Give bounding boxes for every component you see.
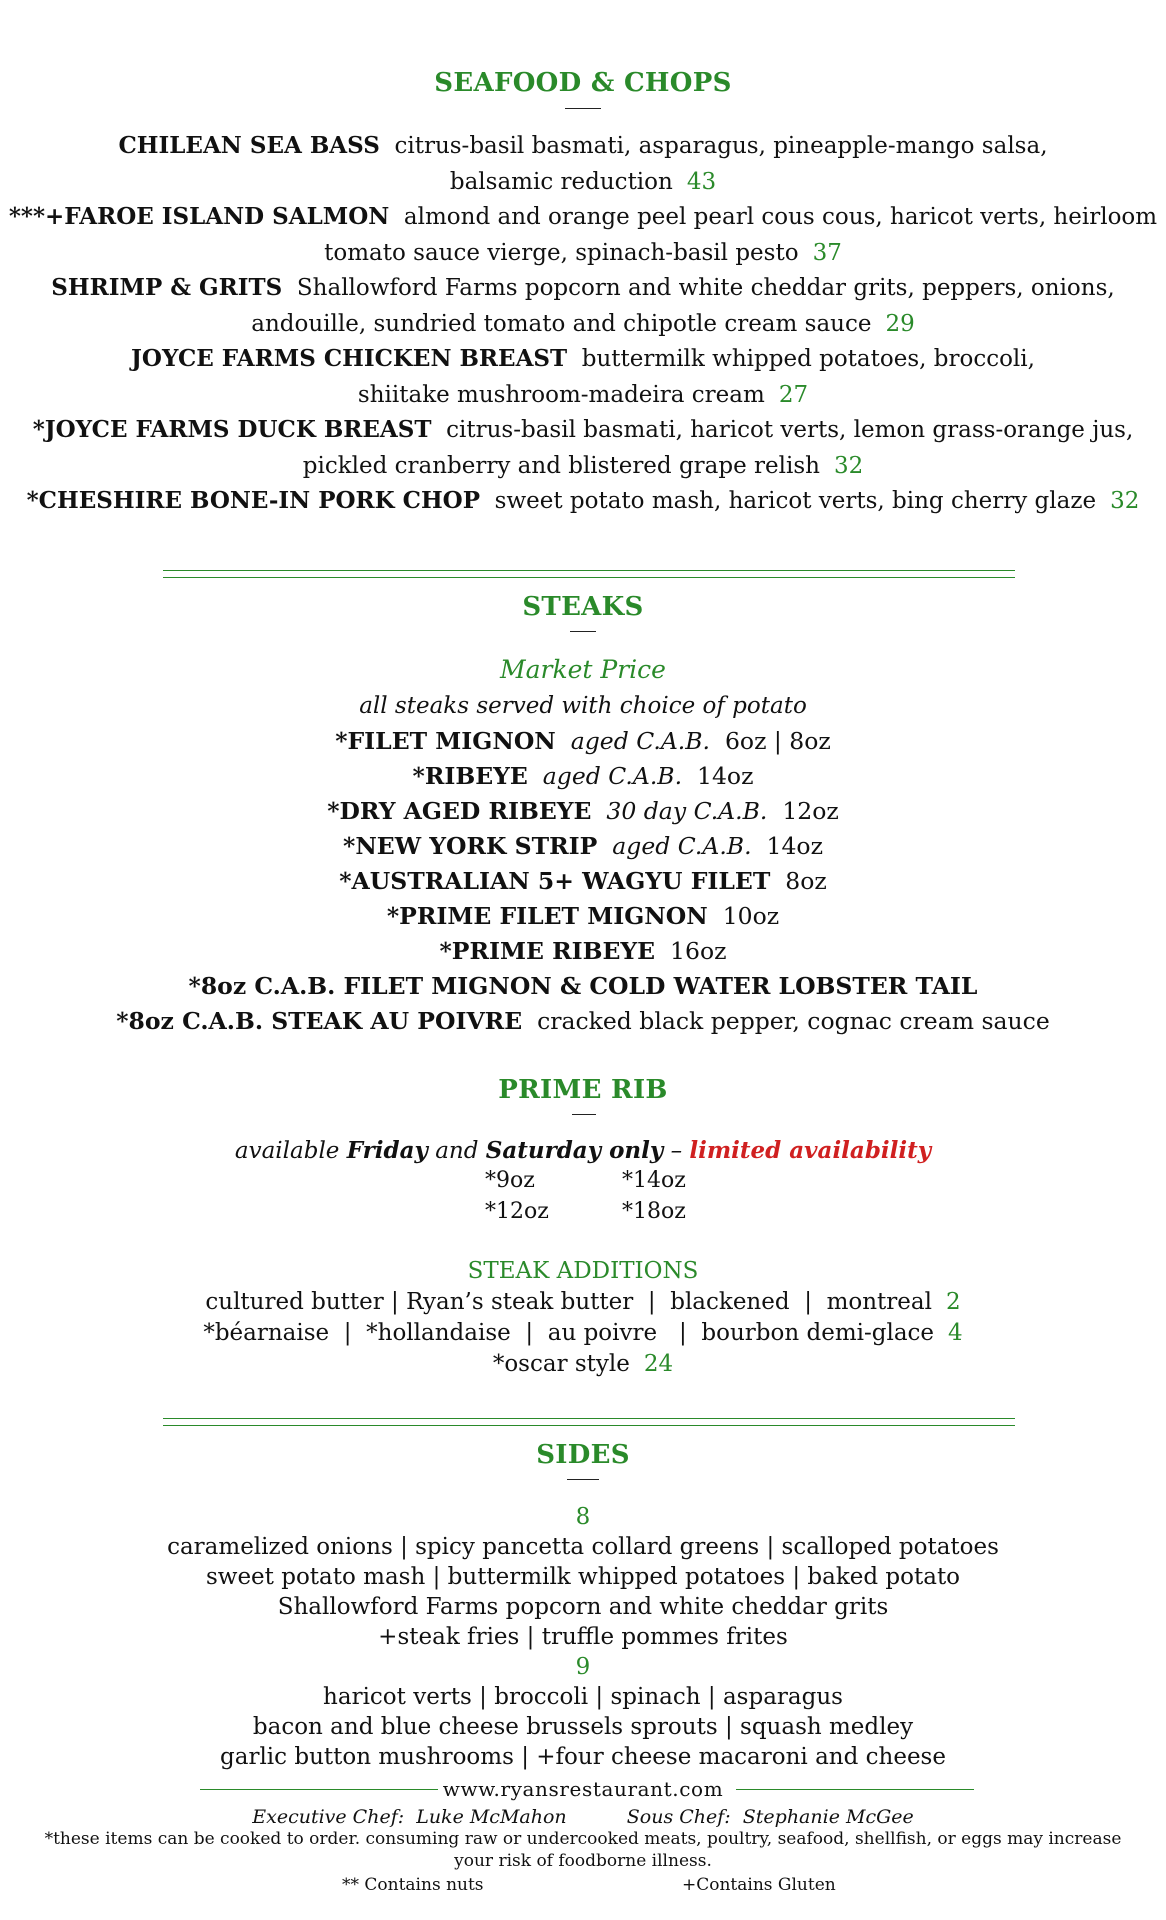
additions-row xyxy=(0,1287,1166,1317)
item-name: *CHESHIRE BONE-IN PORK CHOP xyxy=(26,487,481,514)
additions-items: cultured butter | Ryan’s steak butter | blackened | montreal xyxy=(205,1289,932,1315)
prime-rib-size: *12oz xyxy=(485,1199,549,1224)
item-desc: citrus-basil basmati, haricot verts, lemon grass-orange jus, xyxy=(446,417,1134,443)
gluten-note: +Contains Gluten xyxy=(682,1875,836,1895)
steak-item xyxy=(0,936,1166,966)
prime-rib-availability xyxy=(0,1136,1166,1166)
heading-underline xyxy=(572,1114,596,1115)
seafood-item-salmon-cont xyxy=(0,238,1166,268)
item-desc: aged C.A.B. xyxy=(570,727,711,755)
item-name: *NEW YORK STRIP xyxy=(343,832,598,860)
steaks-heading: STEAKS xyxy=(522,592,644,622)
section-divider xyxy=(163,1418,1015,1426)
item-name: *FILET MIGNON xyxy=(335,727,556,755)
item-size: 16oz xyxy=(670,937,727,965)
item-desc: balsamic reduction xyxy=(449,169,673,195)
avail-text: and xyxy=(435,1138,479,1164)
website-link[interactable]: www.ryansrestaurant.com xyxy=(442,1777,724,1801)
item-name: *RIBEYE xyxy=(412,762,528,790)
seafood-item-duck xyxy=(0,415,1166,445)
heading-underline xyxy=(567,1479,599,1480)
seafood-item-chicken-cont xyxy=(0,380,1166,410)
sous-chef: Sous Chef: Stephanie McGee xyxy=(626,1806,914,1828)
item-desc: andouille, sundried tomato and chipotle cream sauce xyxy=(251,311,872,337)
item-name: *8oz C.A.B. STEAK AU POIVRE xyxy=(116,1007,523,1035)
seafood-item-pork-chop xyxy=(0,486,1166,516)
item-desc: sweet potato mash, haricot verts, bing cherry glaze xyxy=(494,488,1097,514)
market-price: Market Price xyxy=(500,655,666,684)
item-price: 37 xyxy=(812,240,842,266)
item-name: CHILEAN SEA BASS xyxy=(118,132,380,159)
avail-day: Friday xyxy=(346,1137,428,1164)
additions-row xyxy=(0,1349,1166,1379)
item-desc: aged C.A.B. xyxy=(542,762,683,790)
item-desc: 30 day C.A.B. xyxy=(606,797,768,825)
sides-price: 8 xyxy=(575,1504,591,1530)
item-desc: shiitake mushroom-madeira cream xyxy=(357,382,765,408)
disclaimer: *these items can be cooked to order. consuming raw or undercooked meats, poultry, seafood, shellfish, or eggs may increase xyxy=(44,1829,1122,1849)
item-desc: Shallowford Farms popcorn and white cheddar grits, peppers, onions, xyxy=(296,275,1115,301)
item-name: *PRIME FILET MIGNON xyxy=(386,902,708,930)
steaks-note: all steaks served with choice of potato xyxy=(359,693,807,719)
steak-item xyxy=(0,971,1166,1001)
prime-rib-heading: PRIME RIB xyxy=(498,1075,668,1105)
additions-price: 2 xyxy=(945,1289,961,1315)
item-name: *DRY AGED RIBEYE xyxy=(327,797,592,825)
steak-item xyxy=(0,796,1166,826)
item-price: 32 xyxy=(833,453,864,479)
additions-heading: STEAK ADDITIONS xyxy=(467,1258,699,1284)
item-desc: tomato sauce vierge, spinach-basil pesto xyxy=(324,240,799,266)
sides-line: bacon and blue cheese brussels sprouts | squash medley xyxy=(252,1714,914,1740)
prime-rib-size: *14oz xyxy=(622,1168,686,1193)
sides-line: garlic button mushrooms | +four cheese macaroni and cheese xyxy=(220,1744,946,1770)
steak-item xyxy=(0,866,1166,896)
seafood-item-duck-cont xyxy=(0,451,1166,481)
seafood-item-sea-bass xyxy=(0,131,1166,161)
additions-price: 4 xyxy=(948,1320,963,1346)
item-name: *PRIME RIBEYE xyxy=(439,937,656,965)
item-size: 14oz xyxy=(766,832,823,860)
nuts-note: ** Contains nuts xyxy=(342,1875,484,1895)
item-price: 27 xyxy=(778,382,809,408)
item-price: 43 xyxy=(686,169,717,195)
item-name: *8oz C.A.B. FILET MIGNON & COLD WATER LOBSTER TAIL xyxy=(188,972,978,1000)
item-name: ***+FAROE ISLAND SALMON xyxy=(8,203,390,230)
avail-text: available xyxy=(234,1138,340,1164)
item-size: 6oz | 8oz xyxy=(724,727,831,755)
item-name: *JOYCE FARMS DUCK BREAST xyxy=(32,416,432,443)
seafood-item-chicken xyxy=(0,344,1166,374)
sides-heading: SIDES xyxy=(536,1440,630,1470)
item-desc: buttermilk whipped potatoes, broccoli, xyxy=(581,346,1035,372)
item-desc: aged C.A.B. xyxy=(612,832,752,860)
limited-availability: limited availability xyxy=(689,1137,932,1164)
item-size: 8oz xyxy=(785,867,827,895)
item-desc: citrus-basil basmati, asparagus, pineapple-mango salsa, xyxy=(394,133,1048,159)
avail-text: – xyxy=(670,1138,683,1164)
prime-rib-size: *9oz xyxy=(485,1168,535,1193)
sides-line: caramelized onions | spicy pancetta collard greens | scalloped potatoes xyxy=(167,1534,999,1560)
additions-items: *béarnaise | *hollandaise | au poivre | bourbon demi-glace xyxy=(203,1320,935,1346)
avail-day: Saturday only xyxy=(485,1137,664,1164)
item-name: *AUSTRALIAN 5+ WAGYU FILET xyxy=(339,867,771,895)
seafood-item-sea-bass-cont xyxy=(0,167,1166,197)
sides-price: 9 xyxy=(575,1654,591,1680)
sides-line: sweet potato mash | buttermilk whipped potatoes | baked potato xyxy=(205,1564,961,1590)
item-size: 14oz xyxy=(697,762,754,790)
heading-underline xyxy=(565,108,601,109)
item-name: SHRIMP & GRITS xyxy=(51,274,283,301)
item-size: 10oz xyxy=(722,902,780,930)
additions-row xyxy=(0,1318,1166,1348)
item-price: 32 xyxy=(1110,488,1140,514)
seafood-item-shrimp xyxy=(0,273,1166,303)
sides-line: haricot verts | broccoli | spinach | asparagus xyxy=(323,1684,843,1710)
seafood-heading: SEAFOOD & CHOPS xyxy=(434,68,732,98)
sides-line: Shallowford Farms popcorn and white cheddar grits xyxy=(277,1594,889,1620)
steak-item xyxy=(0,1006,1166,1036)
prime-rib-size: *18oz xyxy=(622,1199,686,1224)
steak-item xyxy=(0,726,1166,756)
exec-chef: Executive Chef: Luke McMahon xyxy=(252,1806,567,1828)
steak-item xyxy=(0,901,1166,931)
steak-item xyxy=(0,831,1166,861)
sides-line: +steak fries | truffle pommes frites xyxy=(378,1624,788,1650)
seafood-item-salmon xyxy=(0,202,1166,232)
item-desc: pickled cranberry and blistered grape relish xyxy=(302,453,820,479)
item-name: JOYCE FARMS CHICKEN BREAST xyxy=(131,345,568,372)
item-desc: cracked black pepper, cognac cream sauce xyxy=(537,1007,1050,1035)
item-size: 12oz xyxy=(782,797,839,825)
section-divider xyxy=(163,570,1015,578)
seafood-item-shrimp-cont xyxy=(0,309,1166,339)
additions-items: *oscar style xyxy=(492,1351,630,1377)
steak-item xyxy=(0,761,1166,791)
disclaimer: your risk of foodborne illness. xyxy=(454,1851,712,1871)
additions-price: 24 xyxy=(643,1351,674,1377)
item-desc: almond and orange peel pearl cous cous, haricot verts, heirloom xyxy=(403,204,1158,230)
item-price: 29 xyxy=(885,311,915,337)
heading-underline xyxy=(570,631,596,632)
